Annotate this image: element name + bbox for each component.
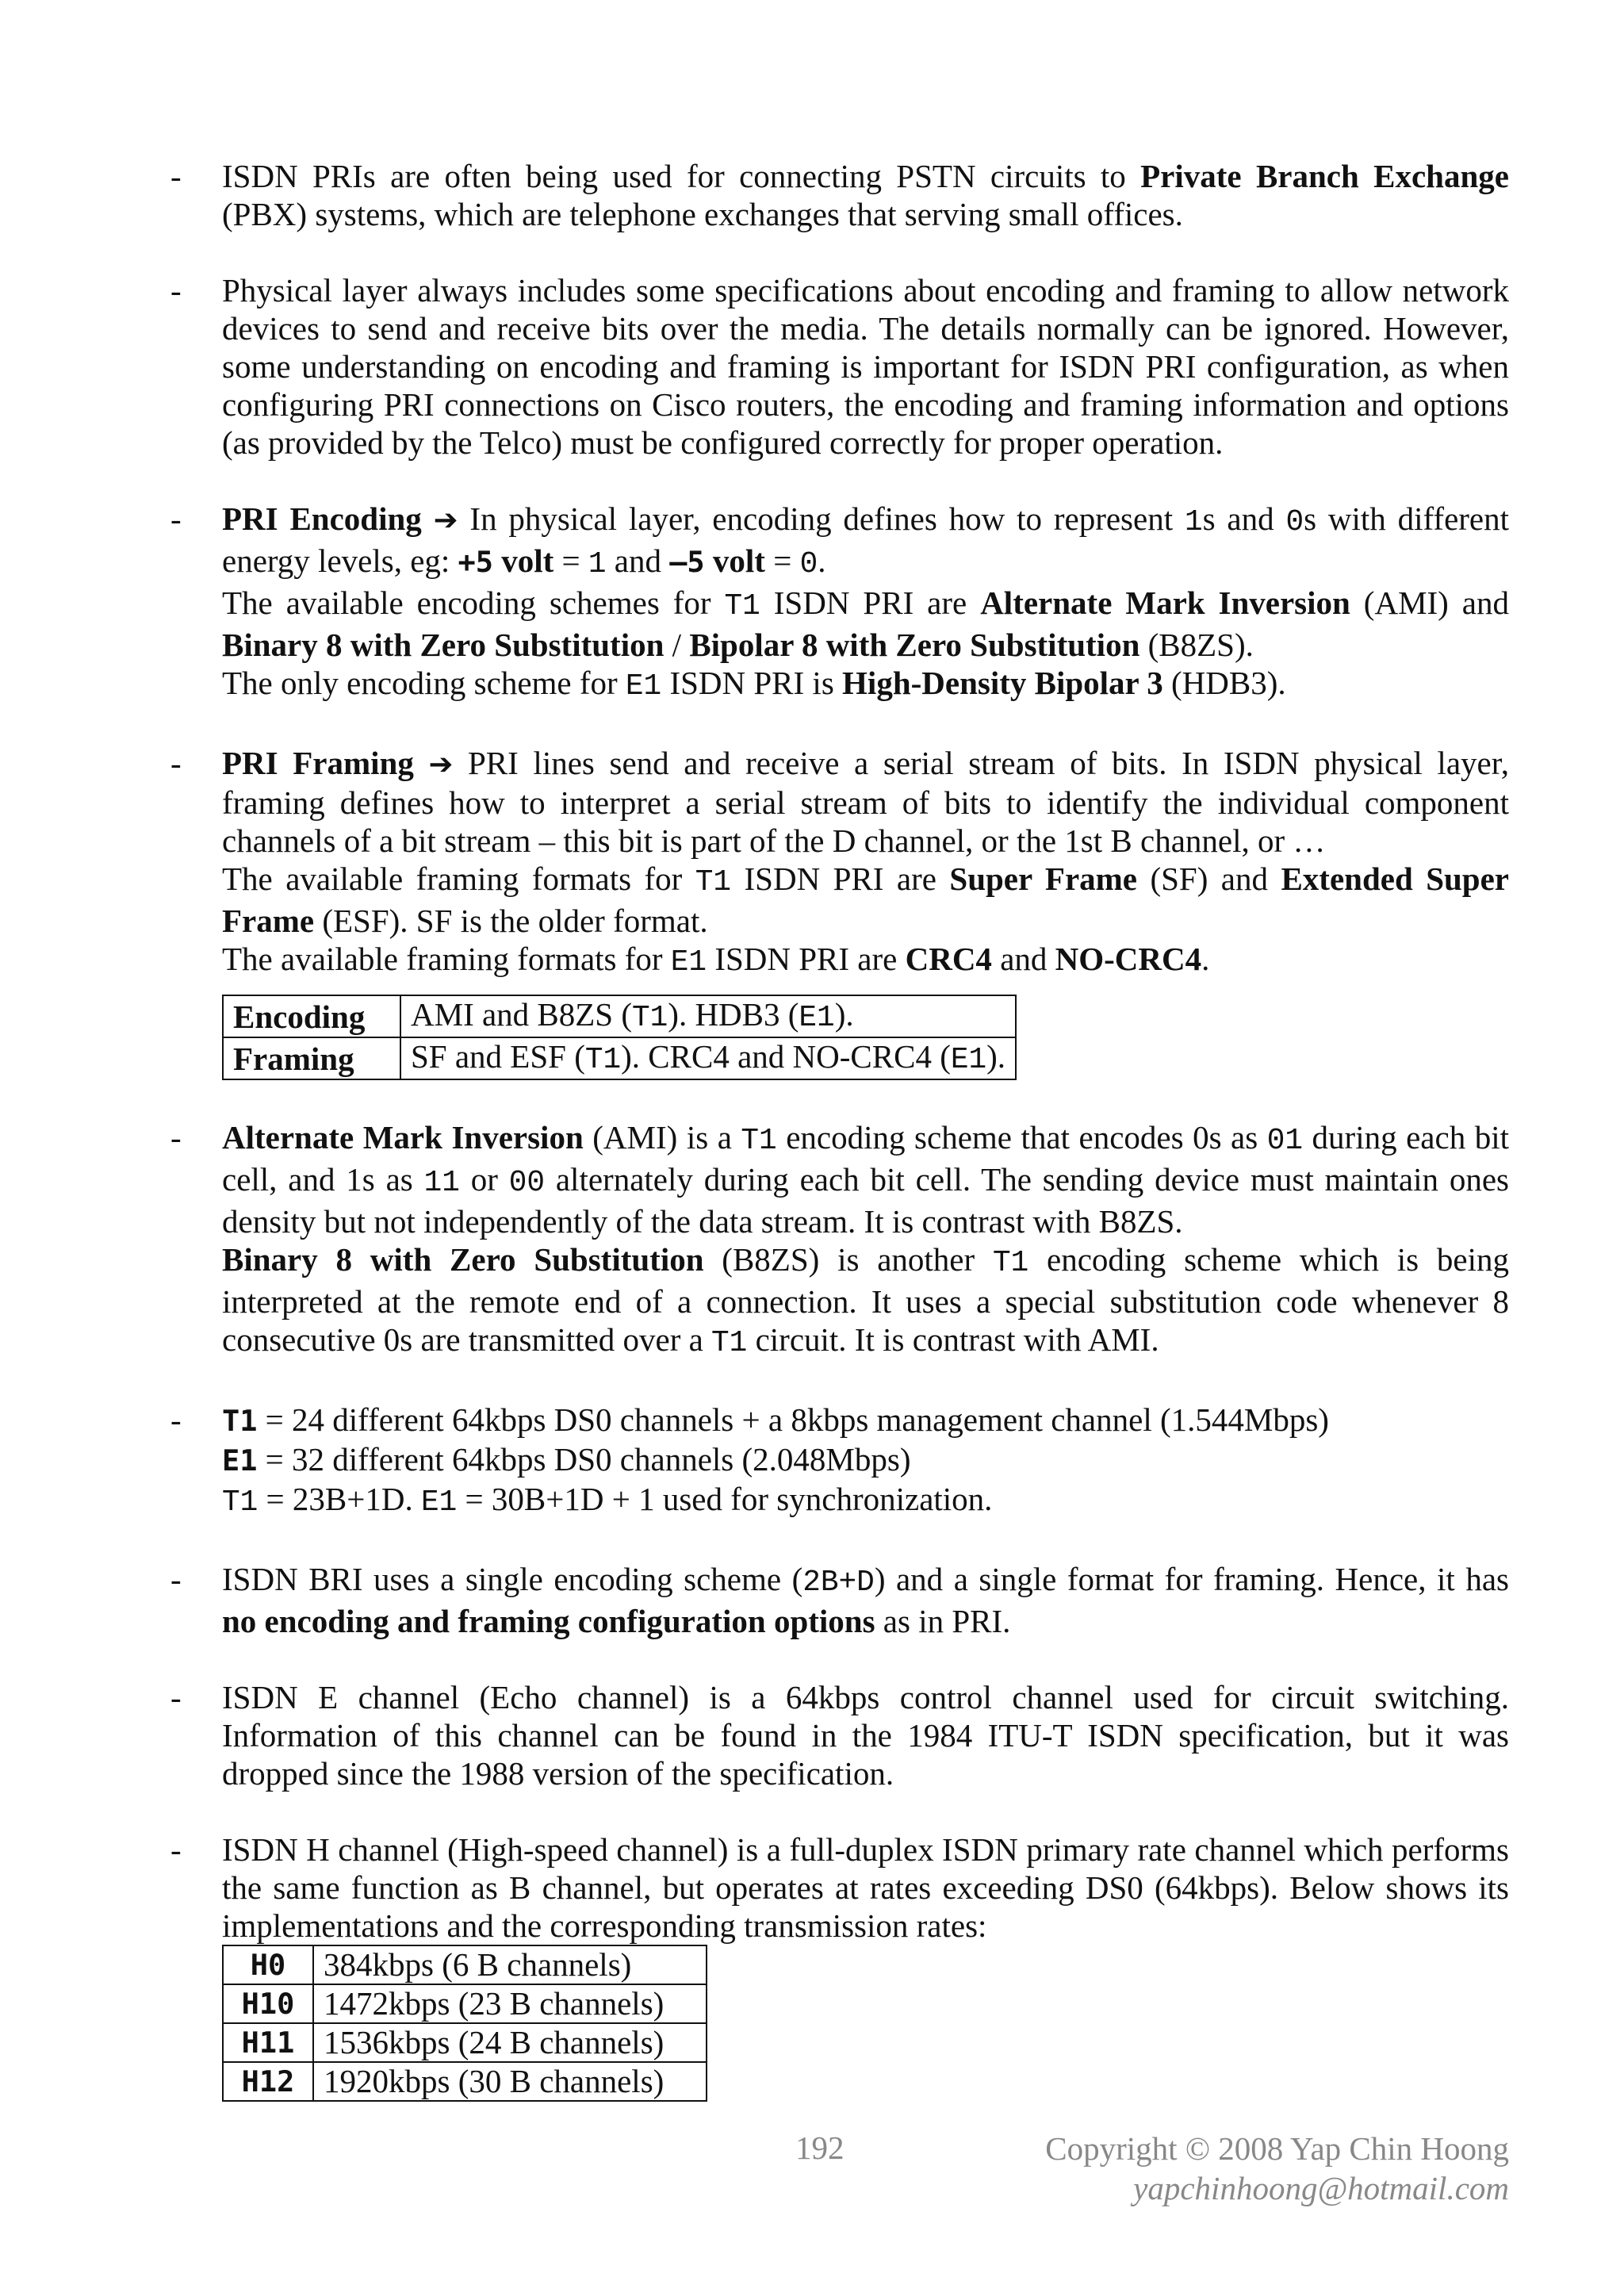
text-run: 0 [1285,506,1304,539]
table-row [223,995,1016,1037]
text-run: ISDN E channel (Echo channel) is a 64kbps control channel used for circuit switching. Information of this channel can be found in the 1984 ITU-T ISDN specification, but it was dropped since the 1988 version of the specification. [222,1679,1509,1792]
text-run: ) and a single format for framing. Hence, it has [874,1561,1509,1597]
encoding-framing-table [222,995,1017,1080]
text-run: ISDN PRI are [760,585,981,621]
table-row-header: Framing [223,1037,400,1079]
bullet-item [170,1560,1509,1640]
text-run: –5 [669,545,705,579]
text-run: SF and ESF ( [411,1038,585,1075]
text-run: ISDN BRI uses a single encoding scheme ( [222,1561,803,1597]
bullet-text [222,500,1509,706]
text-run: 0 [799,548,818,581]
text-run: In physical layer, encoding defines how to represent [458,500,1185,537]
text-run: ). CRC4 and NO-CRC4 ( [621,1038,951,1075]
text-run: PRI Framing [222,745,429,781]
text-run: Extended Super Frame [222,861,1510,939]
page-content [170,157,1509,2140]
text-run: = [764,542,800,579]
text-run: = 23B+1D. [258,1481,421,1517]
author-email: yapchinhoong@hotmail.com [1133,2170,1509,2206]
text-run: and [991,941,1055,977]
table-row [223,1945,707,1984]
text-run: The available framing formats for [222,861,695,897]
h-channel-rate: 1536kbps (24 B channels) [313,2023,707,2062]
table-row-header: Encoding [223,995,400,1037]
text-run: during each bit cell, and 1s as [222,1119,1510,1198]
bullet-item [170,500,1509,706]
text-run: E1 [670,946,707,979]
text-run: E1 [222,1443,258,1478]
bullet-dash: - [170,500,182,537]
text-run: T1 [724,590,760,623]
text-run: Binary 8 with Zero Substitution [222,1241,704,1278]
bullet-item [170,1401,1509,1522]
text-run: Private Branch Exchange [1140,158,1509,194]
table-row [223,2023,707,2062]
bullet-dash: - [170,1679,182,1715]
h-channel-rate: 1472kbps (23 B channels) [313,1984,707,2023]
bullet-dash: - [170,745,182,781]
text-run: ISDN H channel (High-speed channel) is a full-duplex ISDN primary rate channel which performs the same function as B channel, but operates at rates exceeding DS0 (64kbps). Below shows its implementations and the corresponding transmission rates: [222,1831,1509,1944]
h-channel-table [222,1945,707,2102]
table-row [223,1037,1016,1079]
text-run: 2B+D [802,1566,875,1600]
h-channel-code: H0 [223,1945,313,1984]
text-run: (SF) and [1137,861,1281,897]
text-run: (AMI) and [1350,585,1509,621]
text-run: no encoding and framing configuration options [222,1603,875,1639]
bullet-dash: - [170,1831,182,1868]
text-run: ISDN PRI is [661,665,843,701]
text-run: / [664,627,690,663]
text-run: E1 [799,1002,835,1035]
bullet-dash: - [170,1119,182,1156]
text-run: s with different energy levels, eg: [222,500,1510,579]
h-channel-code: H12 [223,2062,313,2101]
bullet-text [222,1830,1509,1945]
text-run: 00 [508,1167,546,1200]
h-channel-rate: 1920kbps (30 B channels) [313,2062,707,2101]
text-run: T1 [741,1125,777,1158]
bullet-text [222,744,1509,982]
text-run: ). [834,996,854,1033]
text-run: = [553,542,588,579]
arrow-icon: ➔ [428,747,454,781]
text-run: and [606,542,670,579]
bullet-text [222,1118,1509,1363]
text-run: T1 [695,866,732,899]
text-run: ). [986,1038,1006,1075]
text-run: . [818,542,826,579]
text-run: 11 [423,1167,460,1200]
text-run: ISDN PRI are [731,861,950,897]
text-run: = 32 different 64kbps DS0 channels (2.048Mbps) [257,1441,911,1478]
table-row [223,1984,707,2023]
table-row [223,2062,707,2101]
text-run: The available framing formats for [222,941,671,977]
text-run: encoding scheme that encodes 0s as [776,1119,1267,1156]
text-run: 1 [1184,506,1203,539]
text-run: (HDB3). [1162,665,1286,701]
text-run: 01 [1266,1125,1304,1158]
text-run: s and [1202,500,1286,537]
text-run: = 24 different 64kbps DS0 channels + a 8kbps management channel (1.544Mbps) [257,1401,1329,1438]
bullet-item [170,1830,1509,2102]
text-run: (PBX) systems, which are telephone exchanges that serving small offices. [222,196,1183,232]
text-run: CRC4 [905,941,992,977]
page-number: 192 [795,2129,845,2166]
bullet-dash: - [170,272,182,309]
h-channel-code: H10 [223,1984,313,2023]
bullet-item [170,271,1509,462]
text-run: PRI lines send and receive a serial stream of bits. In ISDN physical layer, framing defines how to interpret a serial stream of bits to identify the individual component channels of a bit stream – this bit is part of the D channel, or the 1st B channel, or … [222,745,1509,859]
bullet-text [222,1560,1509,1640]
text-run: PRI Encoding [222,500,434,537]
arrow-icon: ➔ [433,503,458,537]
text-run: alternately during each bit cell. The sending device must maintain ones density but not independently of the data stream. It is contrast with B8ZS. [222,1161,1510,1240]
text-run: volt [704,542,765,579]
text-run: (AMI) is a [583,1119,741,1156]
text-run: volt [492,542,554,579]
text-run: Alternate Mark Inversion [222,1119,584,1156]
text-run: 1 [588,548,607,581]
text-run: Physical layer always includes some specifications about encoding and framing to allow network devices to send and receive bits over the media. The details normally can be ignored. However, some understanding on encoding and framing is important for ISDN PRI configuration, as when configuring PRI connections on Cisco routers, the encoding and framing information and options (as provided by the Telco) must be configured correctly for proper operation. [222,272,1509,461]
text-run: Binary 8 with Zero Substitution [222,627,665,663]
bullet-text [222,1678,1509,1792]
text-run: ISDN PRI are [707,941,906,977]
text-run: E1 [950,1044,987,1077]
text-run: (B8ZS). [1139,627,1254,663]
text-run: T1 [992,1247,1029,1280]
text-run: T1 [632,1002,668,1035]
text-run: ISDN PRIs are often being used for connecting PSTN circuits to [222,158,1141,194]
text-run: High-Density Bipolar 3 [842,665,1163,701]
table-cell [400,995,1016,1037]
text-run: Alternate Mark Inversion [980,585,1350,621]
text-run: (B8ZS) is another [703,1241,993,1278]
h-channel-code: H11 [223,2023,313,2062]
bullet-text [222,1401,1509,1522]
bullet-text [222,157,1509,233]
text-run: T1 [222,1404,258,1438]
text-run: NO-CRC4 [1055,941,1202,977]
text-run: T1 [584,1044,622,1077]
footer-copyright-block [1045,2129,1509,2208]
text-run: AMI and B8ZS ( [411,996,633,1033]
bullet-text [222,271,1509,462]
text-run: E1 [420,1486,458,1520]
bullet-dash: - [170,158,182,194]
bullet-dash: - [170,1401,182,1438]
text-run: The available encoding schemes for [222,585,725,621]
text-run: E1 [625,670,662,703]
text-run: or [459,1161,509,1198]
copyright-notice: Copyright © 2008 Yap Chin Hoong [1045,2130,1509,2167]
h-channel-rate: 384kbps (6 B channels) [313,1945,707,1984]
bullet-item [170,157,1509,233]
text-run: The only encoding scheme for [222,665,626,701]
text-run: Bipolar 8 with Zero Substitution [689,627,1140,663]
text-run: T1 [222,1486,259,1520]
text-run: as in PRI. [875,1603,1011,1639]
text-run: = 30B+1D + 1 used for synchronization. [457,1481,993,1517]
bullet-item [170,1118,1509,1363]
text-run: Super Frame [949,861,1137,897]
text-run: circuit. It is contrast with AMI. [747,1321,1159,1358]
text-run: T1 [711,1327,748,1360]
text-run: (ESF). SF is the older format. [314,903,708,939]
text-run: ). HDB3 ( [668,996,799,1033]
table-cell [400,1037,1016,1079]
bullet-item [170,1678,1509,1792]
text-run: encoding scheme which is being interpreted at the remote end of a connection. It uses a special substitution code whenever 8 consecutive 0s are transmitted over a [222,1241,1509,1358]
text-run: . [1201,941,1210,977]
bullet-item [170,744,1509,1080]
bullet-dash: - [170,1561,182,1597]
text-run: +5 [458,545,493,579]
